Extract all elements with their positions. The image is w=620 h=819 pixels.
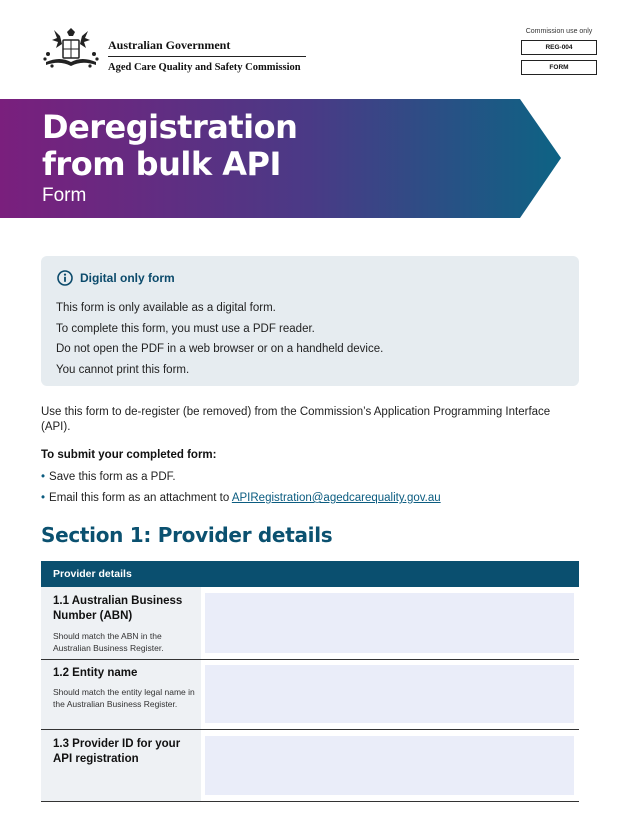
page-title [42, 109, 297, 183]
office-use-label: Commission use only [525, 28, 593, 35]
field-help: Should match the ABN in the Australian Business Register. [53, 631, 164, 653]
commission-name: Aged Care Quality and Safety Commission [108, 62, 301, 73]
entity-name-input[interactable] [205, 665, 574, 723]
coat-of-arms-logo [40, 26, 102, 72]
notice-line: To complete this form, you must use a PDF reader. [56, 322, 315, 335]
info-icon [57, 270, 73, 286]
table-header [41, 561, 579, 587]
notice-line: Do not open the PDF in a web browser or on a handheld device. [56, 343, 384, 355]
field-label: 1.2 Entity name [53, 667, 138, 679]
form-row-provider-id [41, 730, 579, 802]
bullet-icon: • [41, 471, 46, 483]
notice-title: Digital only form [80, 271, 175, 285]
notice-lines [56, 298, 383, 380]
submit-step-text: Save this form as a PDF. [49, 471, 176, 483]
field-label: 1.3 Provider ID for your API registration [53, 738, 181, 765]
page-title-line-2: from bulk API [42, 145, 281, 183]
abn-input[interactable] [205, 593, 574, 653]
provider-id-input[interactable] [205, 736, 574, 795]
submit-steps [41, 467, 441, 509]
form-code-box: REG-004 [521, 40, 597, 55]
page-title-line-1: Deregistration [42, 108, 298, 146]
page-subtitle: Form [42, 185, 87, 206]
bullet-icon: • [41, 492, 46, 504]
section-title: Section 1: Provider details [41, 523, 333, 547]
intro-paragraph: Use this form to de-register (be removed) from the Commission’s Application Programming Interface (API). [41, 406, 551, 433]
submit-step [41, 467, 441, 488]
submit-heading: To submit your completed form: [41, 449, 217, 461]
government-branding [108, 38, 306, 74]
government-name: Australian Government [108, 38, 231, 52]
notice-line: You cannot print this form. [56, 363, 190, 376]
field-label-cell [41, 730, 201, 801]
email-link[interactable]: APIRegistration@agedcarequality.gov.au [231, 492, 441, 504]
field-label-cell [41, 660, 201, 729]
field-help: Should match the entity legal name in the Australian Business Register. [53, 687, 195, 709]
submit-step [41, 488, 441, 509]
form-row-abn [41, 587, 579, 660]
field-label: 1.1 Australian Business Number (ABN) [53, 595, 183, 622]
office-use-block [521, 27, 597, 80]
form-type-box: FORM [521, 60, 597, 75]
submit-step-text: Email this form as an attachment to [49, 492, 232, 504]
branding-divider [108, 56, 306, 57]
notice-line: This form is only available as a digital form. [56, 302, 276, 314]
form-row-entity-name [41, 660, 579, 730]
field-label-cell [41, 587, 201, 659]
digital-only-notice [41, 256, 579, 386]
table-header-label: Provider details [53, 568, 132, 580]
